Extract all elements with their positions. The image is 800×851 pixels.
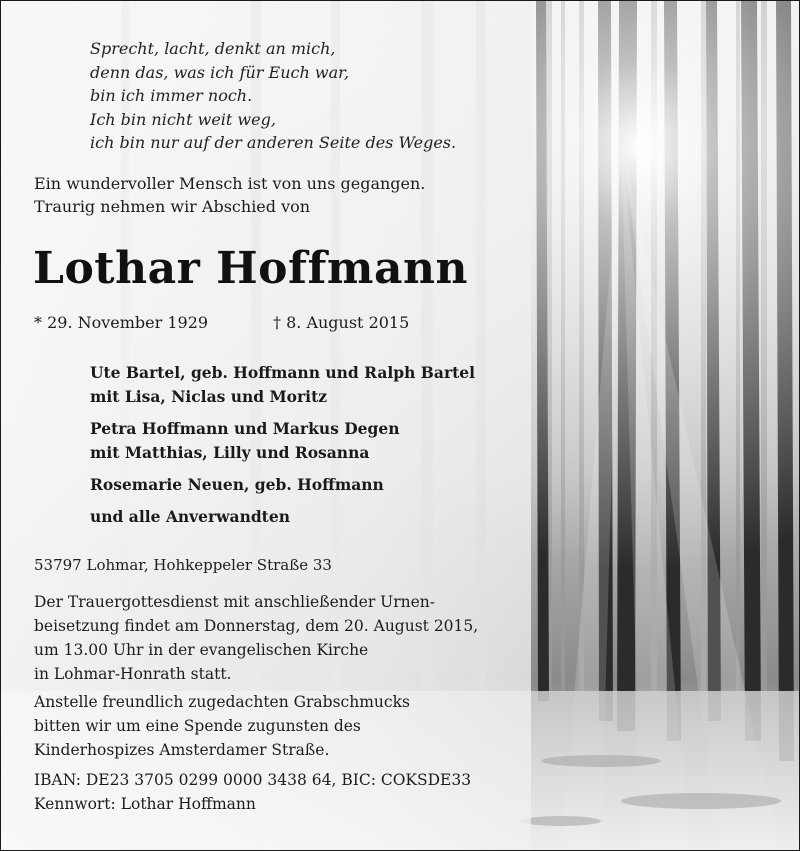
intro-line: Ein wundervoller Mensch ist von uns gegangen. (34, 174, 426, 193)
service-line: in Lohmar-Honrath statt. (34, 665, 232, 683)
intro-text (34, 173, 494, 218)
donation-line: bitten wir um eine Spende zugunsten des (34, 717, 361, 735)
poem-line: ich bin nur auf der anderen Seite des Weges. (90, 133, 457, 152)
mourner-group (90, 505, 510, 529)
mourner-line: mit Matthias, Lilly und Rosanna (90, 443, 370, 462)
text-column (1, 1, 531, 850)
mourner-line: Petra Hoffmann und Markus Degen (90, 419, 400, 438)
address: 53797 Lohmar, Hohkeppeler Straße 33 (34, 556, 332, 574)
mourner-group (90, 417, 510, 465)
service-line: Der Trauergottesdienst mit anschließender Urnen- (34, 593, 436, 611)
service-line: beisetzung findet am Donnerstag, dem 20. August 2015, (34, 617, 479, 635)
donation-line: Kinderhospizes Amsterdamer Straße. (34, 741, 330, 759)
mourner-line: Ute Bartel, geb. Hoffmann und Ralph Bartel (90, 363, 476, 382)
mourner-line: mit Lisa, Niclas und Moritz (90, 387, 328, 406)
funeral-service-info (34, 590, 514, 686)
service-line: um 13.00 Uhr in der evangelischen Kirche (34, 641, 369, 659)
bank-details (34, 768, 514, 816)
mourner-group (90, 473, 510, 497)
death-date: † 8. August 2015 (273, 313, 410, 332)
mourner-line: und alle Anverwandten (90, 507, 290, 526)
poem-line: Sprecht, lacht, denkt an mich, (90, 39, 336, 58)
mourner-line: Rosemarie Neuen, geb. Hoffmann (90, 475, 384, 494)
poem-line: Ich bin nicht weit weg, (90, 109, 276, 129)
poem-line: bin ich immer noch. (90, 86, 253, 105)
birth-date: * 29. November 1929 (34, 313, 209, 332)
deceased-name: Lothar Hoffmann (33, 243, 468, 294)
poem-line: denn das, was ich für Euch war, (90, 62, 350, 82)
donation-line: Anstelle freundlich zugedachten Grabschmucks (34, 693, 410, 711)
donation-request (34, 690, 514, 762)
poem (90, 37, 510, 155)
keyword-line: Kennwort: Lothar Hoffmann (34, 795, 256, 813)
mourners-list (90, 361, 510, 537)
iban-line: IBAN: DE23 3705 0299 0000 3438 64, BIC: COKSDE33 (34, 771, 472, 789)
intro-line: Traurig nehmen wir Abschied von (34, 196, 311, 216)
mourner-group (90, 361, 510, 409)
